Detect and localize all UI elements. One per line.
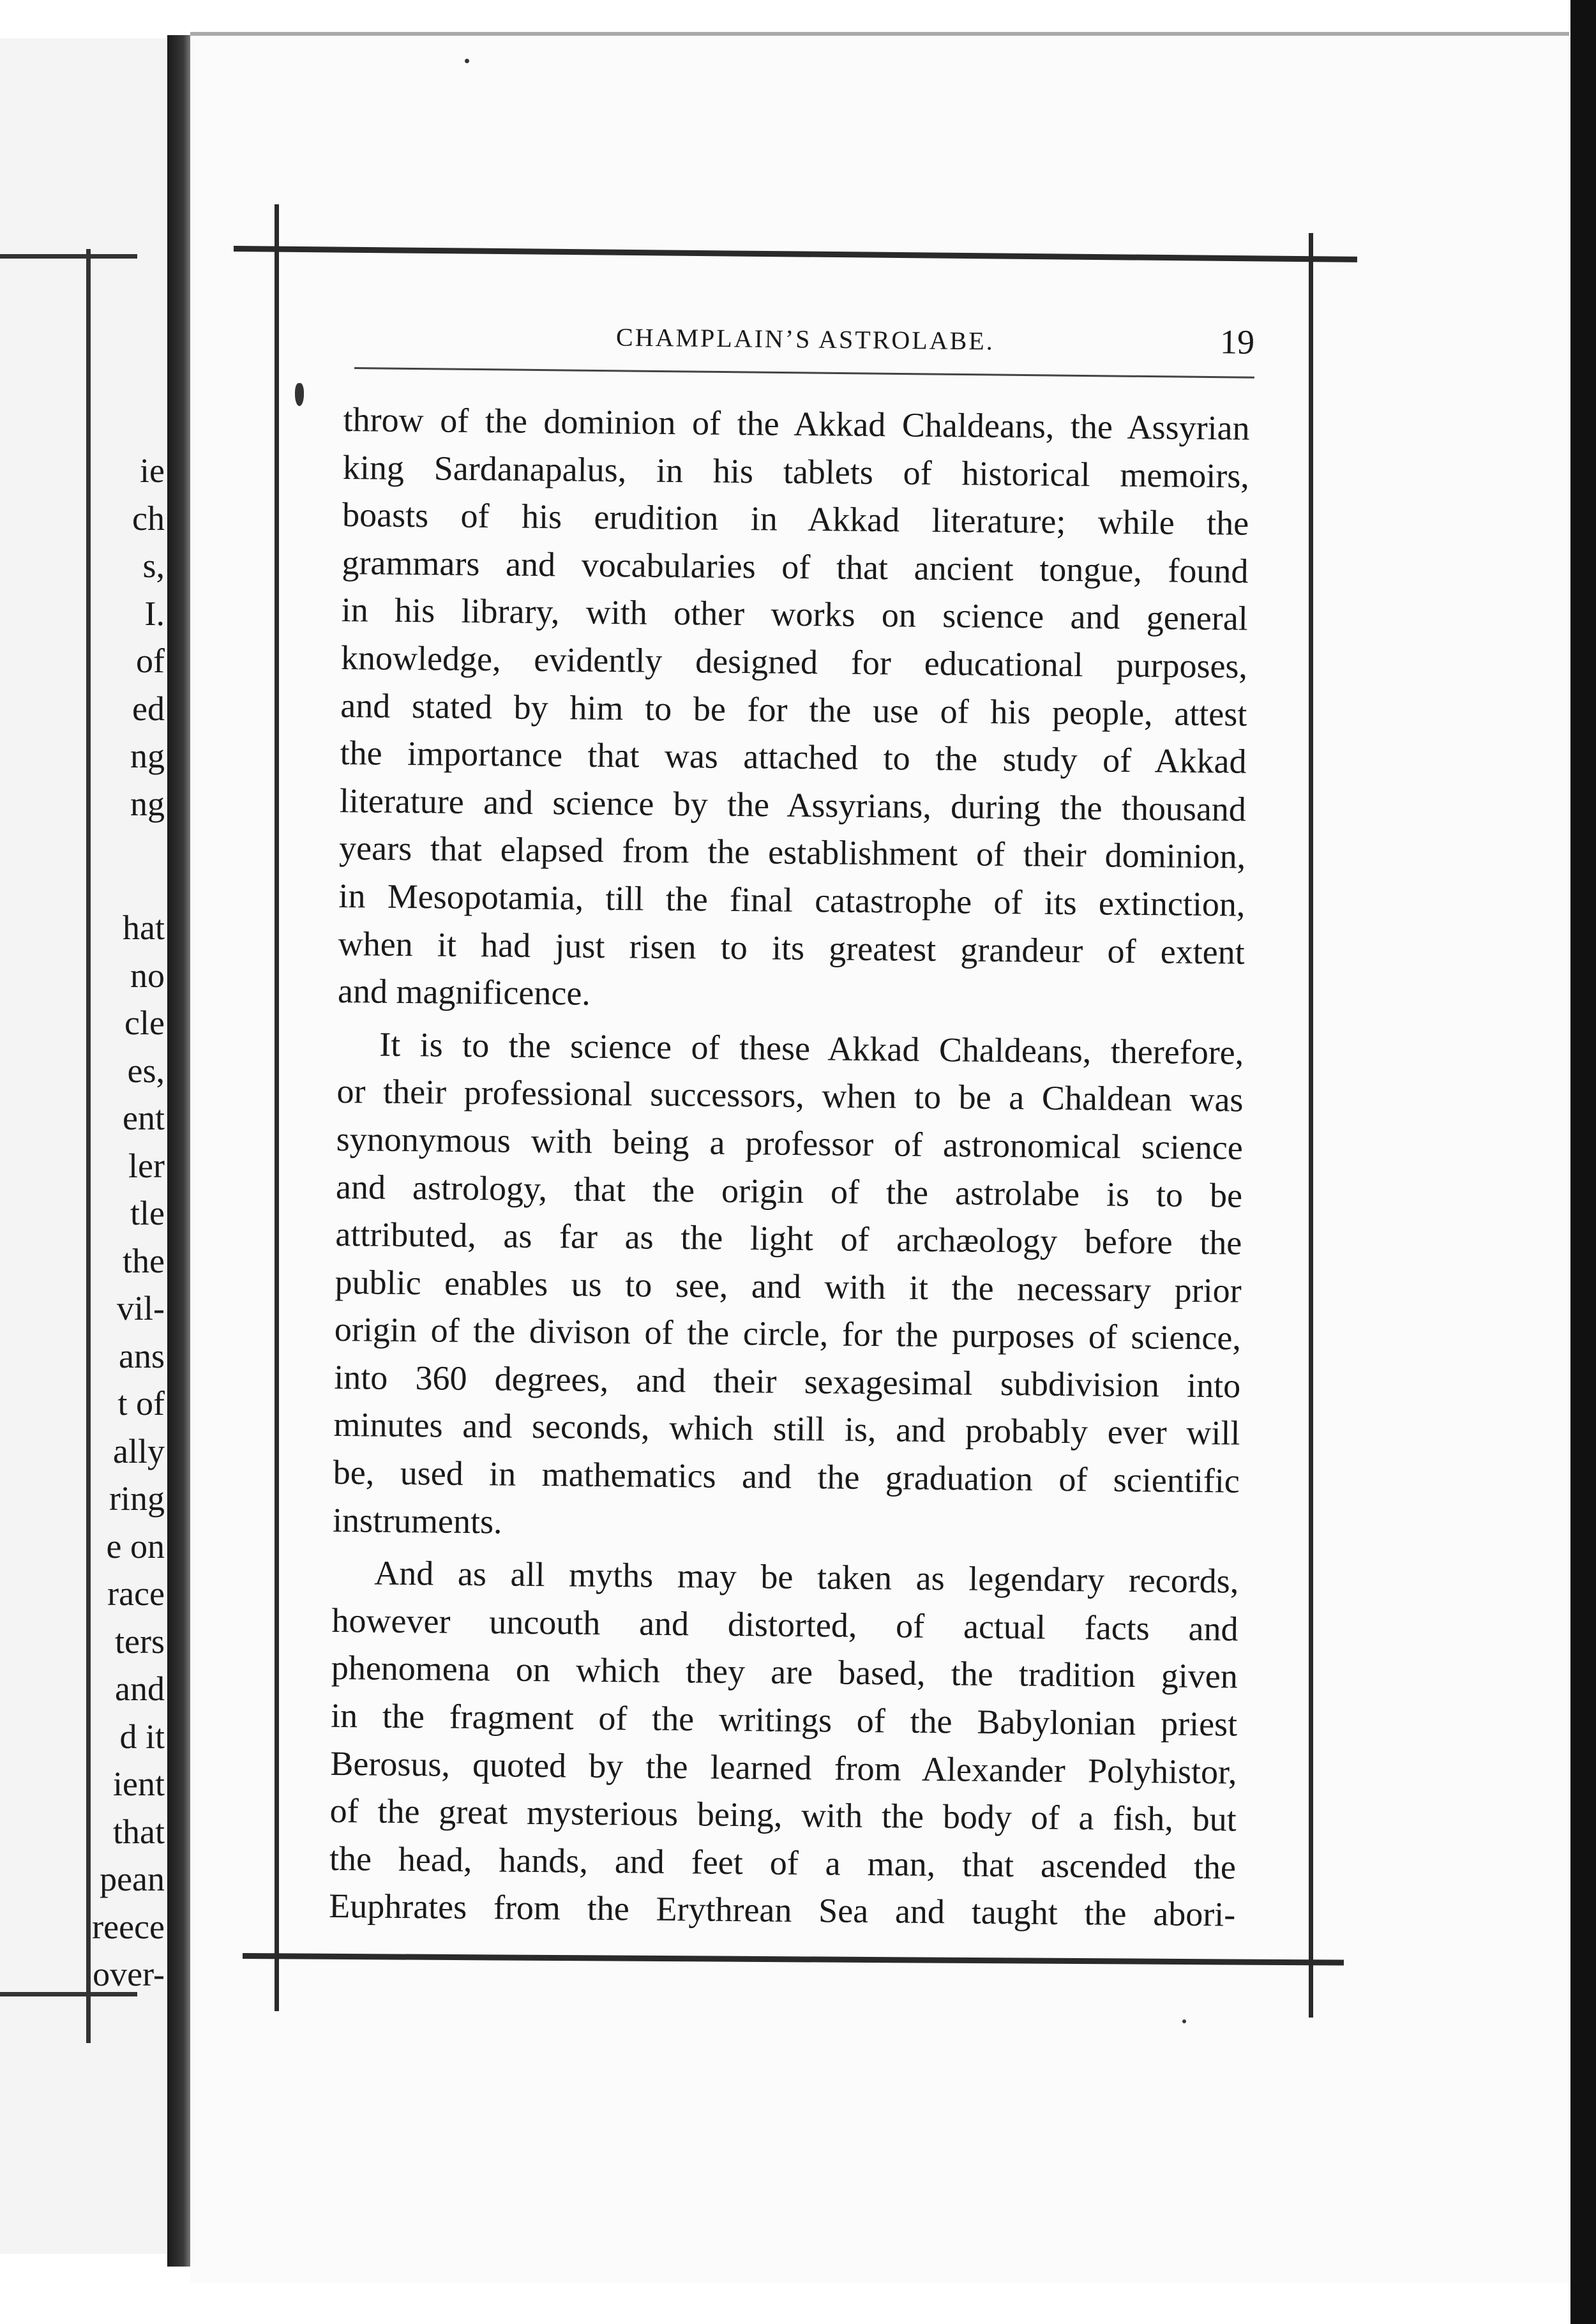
text-line: boasts of his erudition in Akkad literature; while the (342, 495, 1249, 543)
text-line: literature and science by the Assyrians, during the thousand (339, 781, 1247, 829)
book-spine (167, 35, 190, 2267)
text-line: phenomena on which they are based, the tradition given (331, 1649, 1238, 1696)
previous-page-line-end: es, (127, 1051, 165, 1090)
text-line: when it had just risen to its greatest grandeur of extent (338, 924, 1245, 972)
text-line: in Mesopotamia, till the final catastrophe of its extinction, (338, 876, 1246, 924)
text-line: the importance that was attached to the study of Akkad (340, 734, 1247, 781)
text-line: or their professional successors, when to be a Chaldean was (336, 1072, 1244, 1119)
text-line: knowledge, evidently designed for educational purposes, (340, 638, 1248, 686)
previous-page-line-end: ient (113, 1765, 165, 1803)
previous-page-line-end: cle (124, 1004, 165, 1042)
text-line: And as all myths may be taken as legendary records, (374, 1553, 1239, 1601)
previous-page-line-end: race (107, 1574, 165, 1613)
text-line: however uncouth and distorted, of actual facts and (331, 1601, 1238, 1649)
previous-page-line-end: tle (130, 1194, 165, 1232)
previous-page-line-end: e on (106, 1527, 165, 1566)
previous-page-line-end: of (136, 642, 165, 680)
paragraph (333, 1020, 1244, 1553)
text-line: Berosus, quoted by the learned from Alexander Polyhistor, (330, 1744, 1237, 1792)
previous-page-line-end: t of (117, 1384, 165, 1422)
previous-page-line-end: hat (123, 909, 165, 947)
text-line: Euphrates from the Erythrean Sea and taught the abori- (329, 1887, 1236, 1934)
text-line: years that elapsed from the establishment of their dominion, (338, 829, 1246, 876)
previous-page-line-end: ch (132, 499, 165, 538)
previous-page-line-end: ng (130, 784, 165, 823)
previous-page-frame-top (0, 254, 137, 259)
previous-page-line-end: pean (100, 1860, 165, 1898)
ink-speck (465, 59, 469, 63)
previous-page-line-end: vil- (117, 1289, 165, 1327)
paragraph (338, 396, 1250, 1023)
text-line: grammars and vocabularies of that ancient tongue, found (342, 543, 1249, 591)
previous-page-line-end (0, 827, 165, 904)
text-line: and astrology, that the origin of the astrolabe is to be (335, 1167, 1243, 1215)
running-head (348, 313, 1255, 374)
previous-page-line-endings (0, 447, 165, 1998)
text-line: of the great mysterious being, with the body of a fish, but (329, 1792, 1237, 1839)
text-line: attributed, as far as the light of archæology before the (335, 1215, 1242, 1262)
text-line: origin of the divison of the circle, for the purposes of science, (334, 1310, 1242, 1357)
previous-page-line-end: and (115, 1670, 165, 1708)
ink-speck (1182, 2019, 1186, 2023)
previous-page-line-end: ler (128, 1146, 165, 1185)
text-line: king Sardanapalus, in his tablets of historical memoirs, (342, 448, 1250, 495)
text-line: and stated by him to be for the use of his people, attest (340, 686, 1247, 734)
paragraph (329, 1549, 1239, 1938)
text-line: synonymous with being a professor of astronomical science (336, 1119, 1244, 1167)
previous-page-line-end: no (130, 956, 165, 995)
text-line: public enables us to see, and with it the necessary prior (335, 1262, 1242, 1310)
page-number: 19 (1219, 322, 1255, 361)
text-line: be, used in mathematics and the graduation of scientific (333, 1452, 1240, 1500)
previous-page-fragment (0, 38, 174, 2254)
previous-page-line-end: the (123, 1241, 165, 1280)
previous-page-line-end: d it (119, 1717, 165, 1756)
previous-page-line-end: ters (115, 1622, 165, 1661)
text-line: minutes and seconds, which still is, and probably ever will (333, 1405, 1240, 1453)
page-frame-right-rule (1309, 233, 1313, 2018)
page-frame-left-rule (275, 204, 279, 2011)
previous-page-line-end: over- (93, 1955, 165, 1993)
previous-page-line-end: reece (92, 1907, 165, 1946)
scan-background-edge (1570, 0, 1596, 2324)
text-line: It is to the science of these Akkad Chaldeans, therefore, (379, 1025, 1244, 1072)
ink-speck (295, 383, 304, 406)
text-line: throw of the dominion of the Akkad Chaldeans, the Assyrian (343, 400, 1250, 448)
previous-page-line-end: I. (144, 594, 165, 633)
previous-page-line-end: ans (119, 1336, 165, 1375)
previous-page-line-end: ring (109, 1479, 165, 1518)
running-title: CHAMPLAIN’S ASTROLABE. (615, 322, 995, 356)
body-text (329, 396, 1250, 1939)
previous-page-line-end: ed (132, 689, 165, 728)
text-line: into 360 degrees, and their sexagesimal subdivision into (333, 1357, 1241, 1405)
previous-page-line-end: ent (123, 1099, 165, 1137)
previous-page-line-end: ally (113, 1431, 165, 1470)
text-line: in his library, with other works on science and general (341, 591, 1249, 638)
previous-page-line-end: s, (142, 547, 165, 585)
text-line: the head, hands, and feet of a man, that ascended the (329, 1839, 1237, 1887)
text-line: in the fragment of the writings of the Babylonian priest (330, 1696, 1238, 1744)
text-line: instruments. (332, 1500, 502, 1541)
previous-page-line-end: that (113, 1812, 165, 1851)
previous-page-line-end: ie (140, 451, 165, 490)
previous-page-line-end: ng (130, 737, 165, 775)
text-line: and magnificence. (337, 972, 591, 1013)
